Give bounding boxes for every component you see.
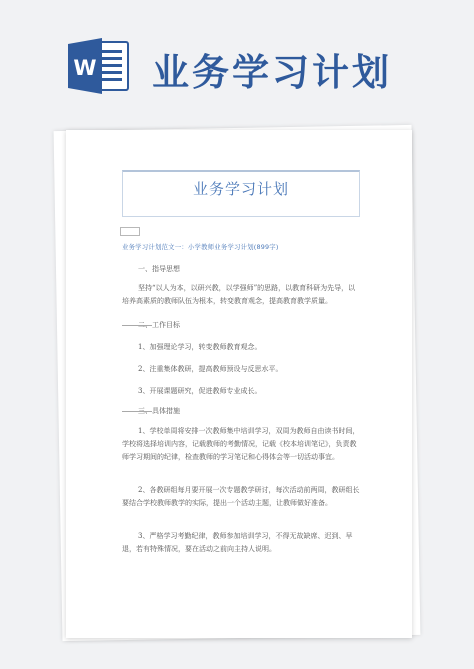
paragraph: 2、各教研组每月要开展一次专题教学研讨，每次活动前两周，教研组长要结合学校教师教学的实际，提出一个活动主题，让教师做好准备。 — [122, 486, 360, 507]
paragraph: 3、严格学习考勤纪律，教师参加培训学习，不得无故缺席、迟到、早退，若有特殊情况，要在活动之前向主持人说明。 — [122, 532, 353, 553]
section-heading: 一、指导思想 — [138, 265, 180, 273]
list-item: 2、注重集体教研，提高教师预设与反思水平。 — [138, 365, 283, 373]
subheading: 业务学习计划范文一：小学教师业务学习计划(899字) — [122, 243, 279, 251]
page-title: 业务学习计划 — [192, 180, 289, 198]
section-heading: 二、工作目标 — [138, 321, 180, 329]
header — [0, 0, 474, 120]
paragraph: 坚持“以人为本，以研兴教，以学强师”的思路，以教育科研为先导，以培养高素质的教师队伍为根本，转变教育观念，提高教育教学质量。 — [122, 284, 356, 305]
list-item: 3、开展课题研究，促进教师专业成长。 — [138, 387, 262, 395]
title-box — [122, 170, 360, 217]
word-icon — [68, 38, 130, 94]
paragraph: 1、学校单周将安排一次教师集中培训学习，双周为教师自由读书时间，学校将选择培训内容，记载教师的考勤情况，记载《校本培训笔记》，负责教师学习期间的纪律，检查教师的学习笔记和心得体会等一切活动事宜。 — [122, 427, 360, 461]
document-page — [66, 130, 412, 638]
list-item: 1、加强理论学习，转变教师教育观念。 — [138, 343, 262, 351]
document-title: 业务学习计划 — [152, 51, 392, 94]
placeholder-box — [120, 227, 140, 236]
svg-text:W: W — [73, 56, 97, 80]
section-heading: 三、具体措施 — [138, 407, 180, 415]
